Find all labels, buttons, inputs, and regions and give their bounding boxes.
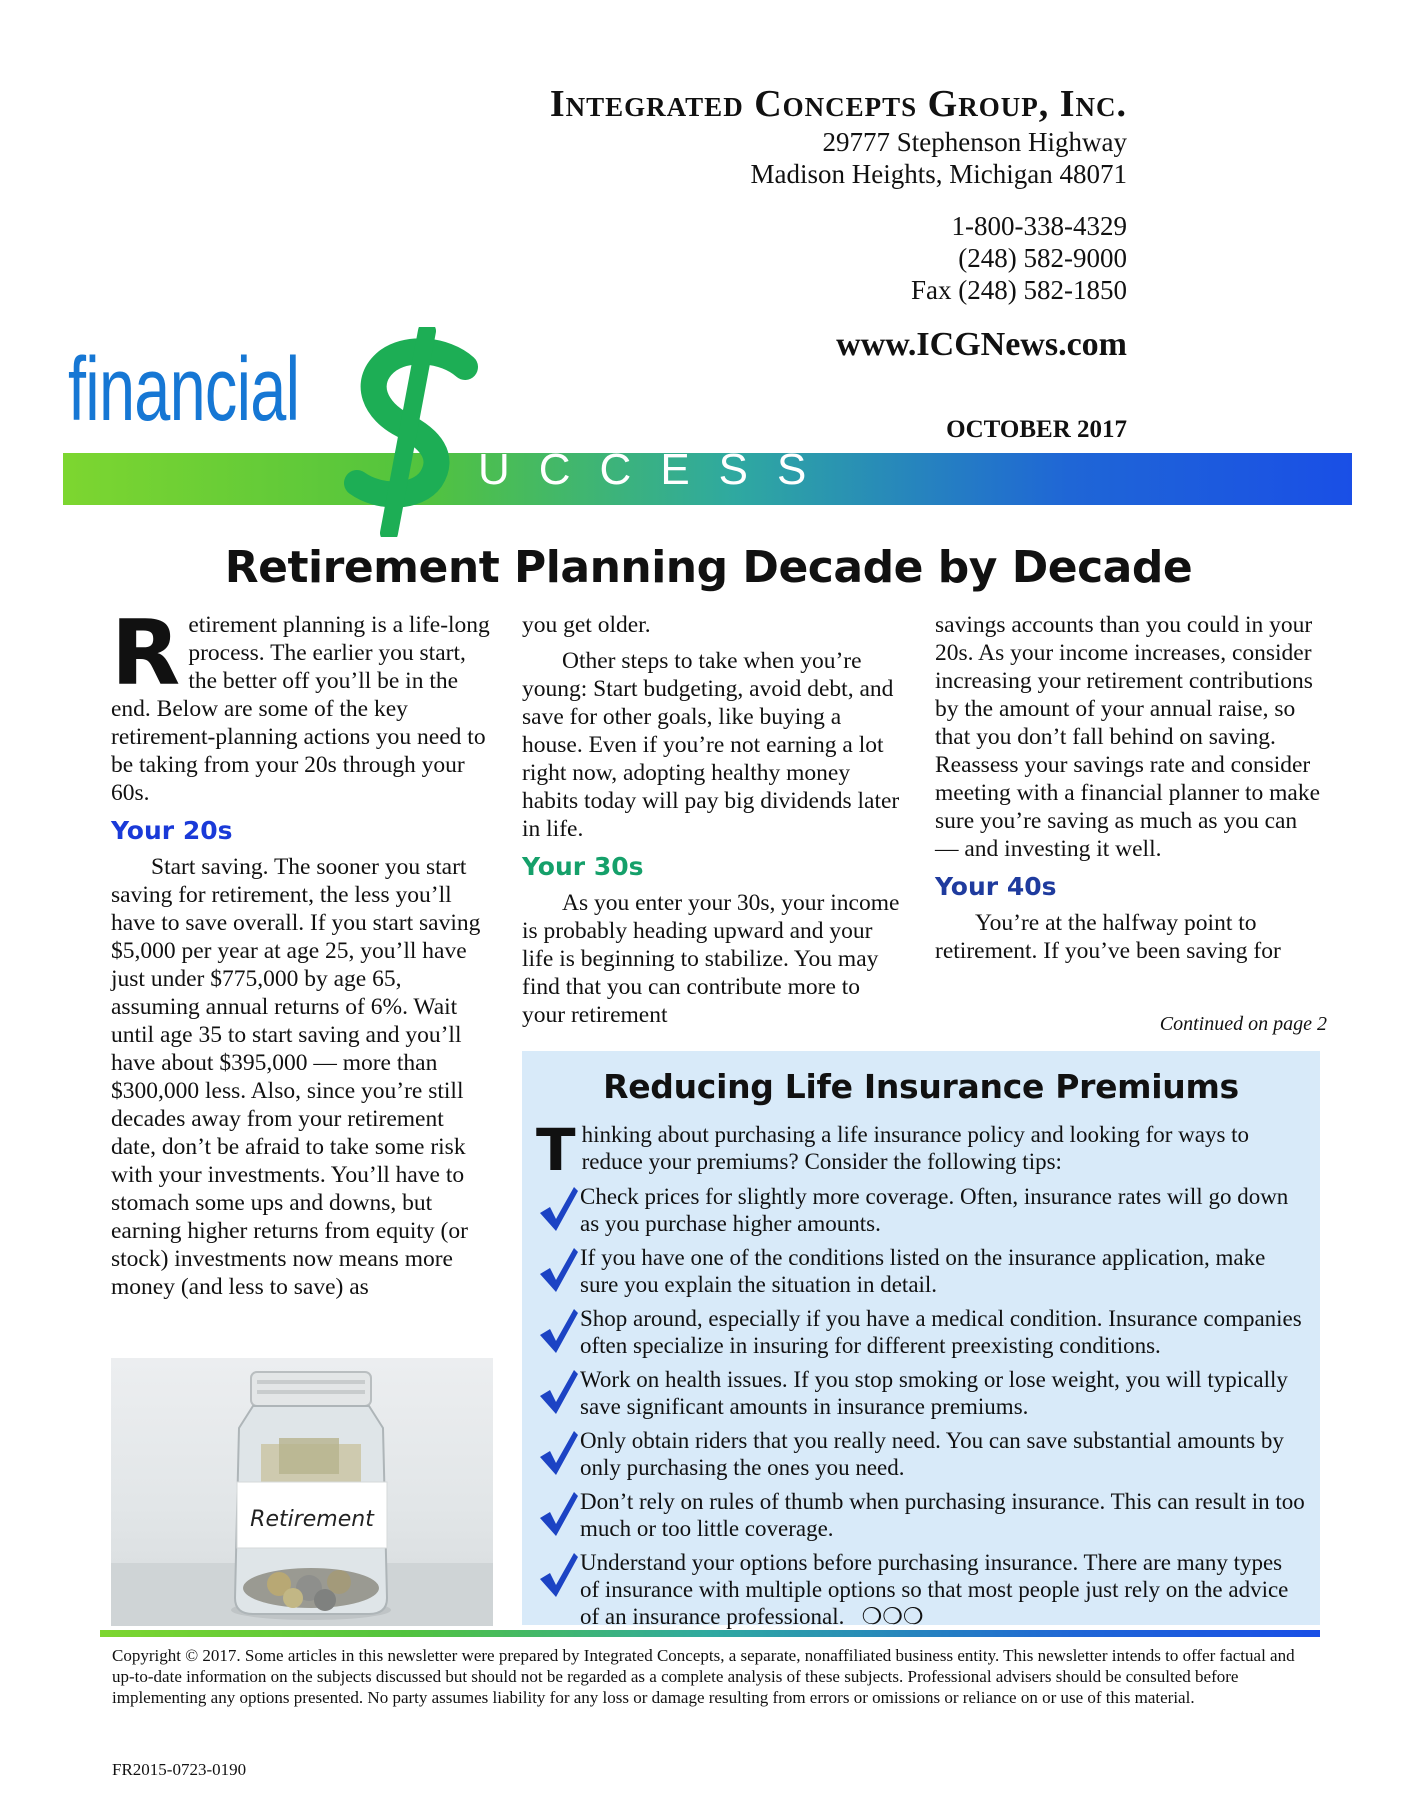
checkmark-icon — [536, 1551, 580, 1599]
tip-7-text: Understand your options before purchasing insurance. There are many types of insurance with multiple options so that most people just rely on the advice of an insurance professional. — [580, 1550, 1289, 1629]
article-column-3 — [935, 611, 1320, 965]
subhead-30s: Your 30s — [522, 852, 644, 881]
footer-divider — [100, 1630, 1320, 1637]
tip-item-3: Shop around, especially if you have a medical condition. Insurance companies often specialize in insuring for different preexisting conditions. — [536, 1305, 1306, 1359]
masthead-success-word: UCCESS — [478, 445, 836, 494]
continued-note[interactable]: Continued on page 2 — [1159, 1013, 1327, 1035]
tip-item-7 — [536, 1549, 1306, 1630]
document-number: FR2015-0723-0190 — [112, 1760, 247, 1779]
paragraph-40s: You’re at the halfway point to retirement. If you’ve been saving for — [935, 910, 1281, 964]
tip-item-6: Don’t rely on rules of thumb when purchasing insurance. This can result in too much or too little coverage. — [536, 1488, 1306, 1542]
jar-label: Retirement — [250, 1507, 374, 1532]
jar-illustration — [111, 1358, 493, 1626]
paragraph-30s-continued: savings accounts than you could in your 20s. As your income increases, consider increasing your retirement contributions by the amount of your annual raise, so that you don’t fall behind on saving. Reassess your savings rate and consider meeting with a financial planner to make sure you’re saving as much as you can — and investing it well. — [935, 612, 1320, 862]
checkmark-icon — [536, 1490, 580, 1538]
drop-cap-t: T — [536, 1116, 576, 1184]
article-headline: Retirement Planning Decade by Decade — [224, 542, 1193, 593]
paragraph-20s-other-steps: Other steps to take when you’re young: Start budgeting, avoid debt, and save for other goals, like buying a house. Even if you’re not earning a lot right now, adopting healthy money habits today will pay big dividends later in life. — [522, 648, 900, 842]
end-mark: ❍❍❍ — [861, 1604, 924, 1629]
checkmark-icon — [536, 1429, 580, 1477]
tip-item-2: If you have one of the conditions listed on the insurance application, make sure you explain the situation in detail. — [536, 1244, 1306, 1298]
address-line-1: 29777 Stephenson Highway — [822, 127, 1127, 157]
contact-phones — [911, 210, 1127, 306]
company-address — [751, 126, 1127, 190]
checkmark-icon — [536, 1368, 580, 1416]
company-name: Integrated Concepts Group, Inc. — [549, 83, 1127, 125]
retirement-jar-photo — [111, 1358, 493, 1626]
subhead-20s: Your 20s — [111, 816, 233, 845]
checkmark-icon — [536, 1307, 580, 1355]
checkmark-icon — [536, 1246, 580, 1294]
sidebar-title: Reducing Life Insurance Premiums — [603, 1067, 1239, 1106]
tip-item-1: Check prices for slightly more coverage. Often, insurance rates will go down as you purchase higher amounts. — [536, 1183, 1306, 1237]
paragraph-20s-continued: you get older. — [522, 612, 651, 638]
phone-local: (248) 582-9000 — [958, 243, 1127, 273]
article-column-2 — [522, 611, 902, 1029]
article-column-1 — [111, 601, 491, 1301]
website-link[interactable]: www.ICGNews.com — [836, 326, 1127, 363]
subhead-40s: Your 40s — [935, 872, 1057, 901]
tip-item-5: Only obtain riders that you really need. You can save substantial amounts by only purchasing the ones you need. — [536, 1427, 1306, 1481]
dollar-sign-icon — [327, 327, 497, 537]
article-intro: Retirement planning is a life-long process. The earlier you start, the better off you’ll be in the end. Below are some of the key retirement-planning actions you need to be taking from your 20s through your 60s. — [111, 601, 490, 806]
life-insurance-sidebar — [522, 1051, 1320, 1629]
address-line-2: Madison Heights, Michigan 48071 — [750, 159, 1127, 189]
copyright-disclaimer: Copyright © 2017. Some articles in this newsletter were prepared by Integrated Concepts, a separate, nonaffiliated business entity. This newsletter intends to offer factual and up-to-date information on the subjects discussed but should not be regarded as a complete analysis of these subjects. Professional advisers should be consulted before implementing any options presented. No party assumes liability for any loss or damage resulting from errors or omissions or reliance on or use of this material. — [112, 1646, 1295, 1707]
tip-item-4: Work on health issues. If you stop smoking or lose weight, you will typically save significant amounts in insurance premiums. — [536, 1366, 1306, 1420]
phone-tollfree: 1-800-338-4329 — [951, 211, 1127, 241]
drop-cap-r: R — [111, 601, 181, 706]
sidebar-intro: Thinking about purchasing a life insurance policy and looking for ways to reduce your premiums? Consider the following tips: — [536, 1116, 1250, 1184]
paragraph-20s: Start saving. The sooner you start saving for retirement, the less you’ll have to save overall. If you start saving $5,000 per year at age 25, you’ll have just under $775,000 by age 65, assuming annual returns of 6%. Wait until age 35 to start saving and you’ll have about $395,000 — more than $300,000 less. Also, since you’re still decades away from your retirement date, don’t be afraid to take some risk with your investments. You’ll have to stomach some ups and downs, but earning higher returns from equity (or stock) investments now means more money (and less to save) as — [111, 854, 481, 1300]
paragraph-30s: As you enter your 30s, your income is probably heading upward and your life is beginning to stabilize. You may find that you can contribute more to your retirement — [522, 890, 900, 1028]
masthead-financial-word: financial — [68, 340, 300, 440]
checkmark-icon — [536, 1185, 580, 1233]
fax-number: Fax (248) 582-1850 — [911, 275, 1127, 305]
issue-date: OCTOBER 2017 — [946, 416, 1127, 443]
